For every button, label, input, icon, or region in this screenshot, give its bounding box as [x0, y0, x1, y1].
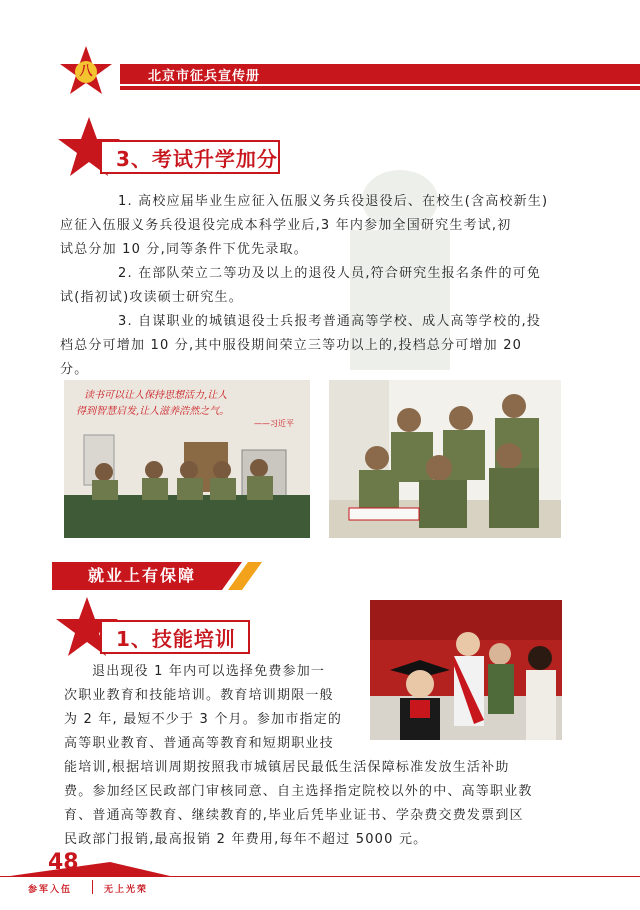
soldiers-studying-scene [329, 380, 561, 538]
footer-slogan-left: 参军入伍 [28, 885, 73, 895]
paragraph-line: 次职业教育和技能培训。教育培训期限一般 [64, 688, 334, 703]
paragraph-line: 退出现役 1 年内可以选择免费参加一 [92, 664, 326, 679]
footer-separator [92, 880, 93, 894]
paragraph-line: 试(指初试)攻读硕士研究生。 [60, 290, 243, 305]
paragraph-line: 分。 [60, 362, 89, 377]
section-heading-exam: 3、考试升学加分 [116, 147, 278, 171]
footer-slogan-right: 无上光荣 [104, 885, 149, 895]
exam-paragraphs [60, 190, 590, 382]
paragraph-line: 能培训,根据培训周期按照我市城镇居民最低生活保障标准发放生活补助 [64, 760, 510, 775]
paragraph-line: 育、普通高等教育、继续教育的,毕业后凭毕业证书、学杂费交费发票到区 [64, 808, 524, 823]
graduation-photo [370, 600, 562, 740]
paragraph-line: 试总分加 10 分,同等条件下优先录取。 [60, 242, 308, 257]
footer-wedge [10, 858, 170, 878]
graduation-scene [370, 600, 562, 740]
soldiers-studying-photo [329, 380, 561, 538]
skills-paragraph-narrow [64, 660, 364, 756]
banner-employment: 就业上有保障 [88, 566, 197, 585]
footer-rule [0, 876, 640, 877]
paragraph-line: 档总分可增加 10 分,其中服役期间荣立三等功以上的,投档总分可增加 20 [60, 338, 523, 353]
paragraph-line: 3. 自谋职业的城镇退役士兵报考普通高等学校、成人高等学校的,投 [118, 314, 542, 329]
paragraph-line: 应征入伍服义务兵役退役完成本科学业后,3 年内参加全国研究生考试,初 [60, 218, 512, 233]
paragraph-line: 高等职业教育、普通高等教育和短期职业技 [64, 736, 334, 751]
paragraph-line: 1. 高校应届毕业生应征入伍服义务兵役退役后、在校生(含高校新生) [118, 194, 549, 209]
slogan-line: 得到智慧启发,让人滋养浩然之气。 [76, 406, 230, 417]
skills-paragraph-wide [64, 756, 574, 852]
slogan-line: 读书可以让人保持思想活力,让人 [84, 390, 228, 401]
paragraph-line: 费。参加经区民政部门审核同意、自主选择指定院校以外的中、高等职业教 [64, 784, 533, 799]
emblem-character: 八 [79, 64, 93, 79]
paragraph-line: 为 2 年, 最短不少于 3 个月。参加市指定的 [64, 712, 343, 727]
section-heading-skills: 1、技能培训 [116, 627, 236, 651]
paragraph-line: 民政部门报销,最高报销 2 年费用,每年不超过 5000 元。 [64, 832, 428, 847]
brochure-title: 北京市征兵宣传册 [148, 69, 261, 84]
paragraph-line: 2. 在部队荣立二等功及以上的退役人员,符合研究生报名条件的可免 [118, 266, 542, 281]
reading-room-photo [64, 380, 310, 538]
header-rule [120, 86, 640, 90]
page-number: 48 [48, 850, 79, 875]
slogan-signature: ——习近平 [254, 419, 294, 428]
